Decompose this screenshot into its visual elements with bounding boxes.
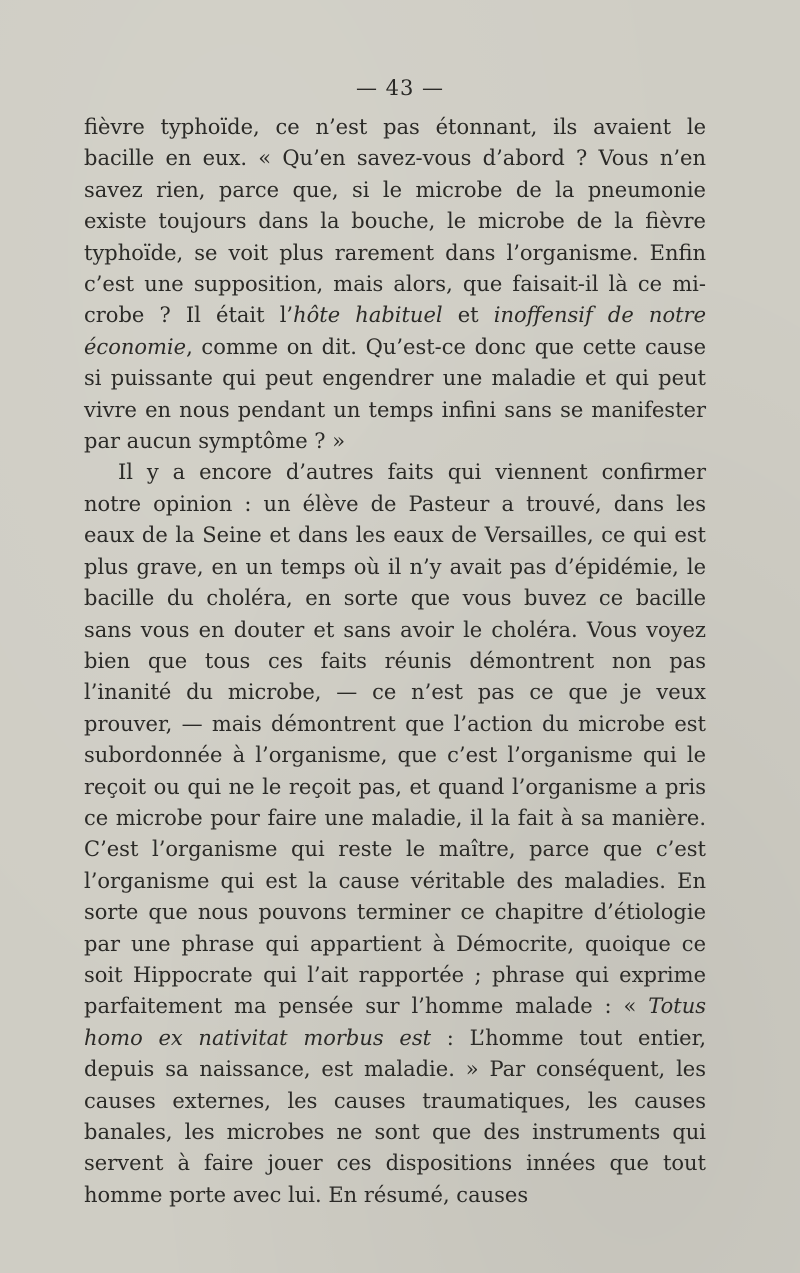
text-segment: et (442, 303, 494, 328)
italic-segment: Totus homo ex nativitat morbus est (84, 994, 706, 1050)
body-text (84, 112, 706, 1211)
text-segment: Il y a encore d’autres faits qui viennent confirmer notre opinion : un élève de Pasteur a trouvé, dans les eaux de la Seine et dans les eaux de Versailles, ce qui est plus grave, en un temps où il n’y avait pas d’épidémie, le bacille du choléra, en sorte que vous buvez ce bacille sans vous en douter et sans avoir le choléra. Vous voyez bien que tous ces faits réunis démontrent non pas l’inanité du microbe, — ce n’est pas ce que je veux prouver, — mais démontrent que l’action du microbe est subordonnée à l’organisme, que c’est l’organisme qui le reçoit ou qui ne le reçoit pas, et quand l’organisme a pris ce microbe pour faire une maladie, il la fait à sa manière. C’est l’organisme qui reste le maître, parce que c’est l’organisme qui est la cause véritable des maladies. En sorte que nous pouvons terminer ce chapitre d’étiologie par une phrase qui appartient à Démocrite, quoique ce soit Hippocrate qui l’ait rapportée ; phrase qui exprime parfaitement ma pensée sur l’homme malade : « (84, 460, 706, 1019)
italic-segment: inoffensif de notre économie (84, 303, 707, 359)
paragraph-2 (84, 457, 706, 1211)
italic-segment: hôte habituel (293, 303, 443, 328)
paragraph-1 (84, 112, 706, 457)
page-number: — 43 — (355, 76, 445, 100)
text-segment: fièvre typhoïde, ce n’est pas étonnant, ils avaient le bacille en eux. « Qu’en savez-vous d’abord ? Vous n’en savez rien, parce que, si le microbe de la pneumonie existe toujours dans la bouche, le microbe de la fièvre typhoïde, se voit plus rarement dans l’organisme. Enfin c’est une supposition, mais alors, que faisait-il là ce microbe ? Il était l’ (84, 115, 706, 328)
text-segment: , comme on dit. Qu’est-ce donc que cette cause si puissante qui peut engendrer une maladie et qui peut vivre en nous pendant un temps infini sans se manifester par aucun symptôme ? » (84, 334, 706, 454)
text-segment: : L’homme tout entier, depuis sa naissance, est maladie. » Par conséquent, les causes externes, les causes traumatiques, les causes banales, les microbes ne sont que des instruments qui servent à faire jouer ces dispositions innées que tout homme porte avec lui. En résumé, causes (84, 1025, 706, 1207)
